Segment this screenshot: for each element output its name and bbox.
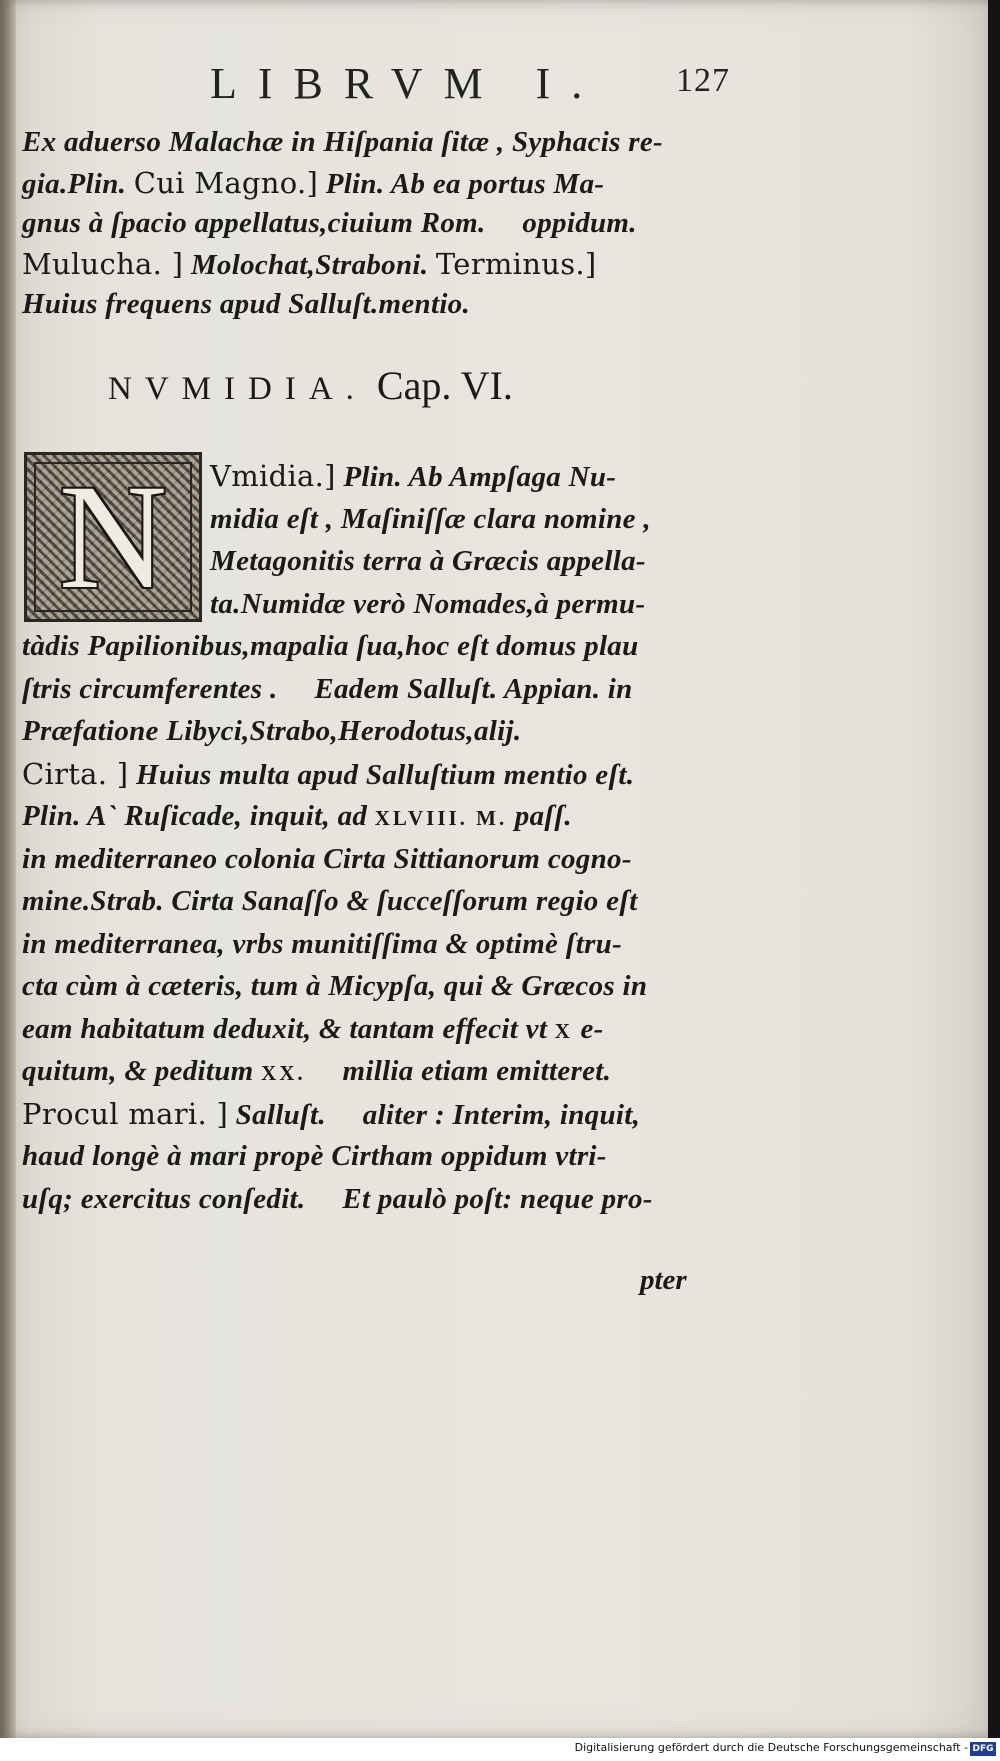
text-line — [22, 626, 742, 666]
decorated-initial-letter: N — [58, 454, 168, 620]
commentary-text: Ex aduerso Malachæ in Hiſpania ſitæ , Syphacis re- — [22, 126, 663, 158]
text-line — [22, 924, 742, 964]
lemma-text: Terminus.] — [435, 246, 597, 281]
running-head — [0, 58, 988, 108]
commentary-text: Præfatione Libyci,Strabo,Herodotus,alij. — [22, 715, 522, 747]
chapter-heading — [108, 362, 728, 409]
commentary-text: tàdis Papilionibus,mapalia ſua,hoc eſt domus plau — [22, 630, 639, 662]
text-line — [22, 966, 742, 1006]
lemma-text: Mulucha. ] — [22, 246, 184, 281]
commentary-text: Plin. Ab ea portus Ma- — [318, 167, 605, 200]
funding-notice: Digitalisierung gefördert durch die Deutsche Forschungsgemeinschaft - — [574, 1741, 968, 1754]
commentary-text: Huius frequens apud Salluſt.mentio. — [22, 288, 471, 320]
text-line — [22, 1136, 742, 1176]
page-number: 127 — [676, 62, 730, 99]
commentary-text: paſſ. — [507, 800, 572, 832]
lemma-text: Vmidia.] — [210, 459, 336, 493]
text-line — [22, 754, 742, 794]
text-line — [22, 839, 742, 879]
text-line — [22, 163, 742, 203]
text-line — [210, 456, 730, 496]
chapter-number: Cap. VI. — [376, 363, 513, 408]
commentary-text: eam habitatum deduxit, & tantam effecit vt — [22, 1012, 555, 1045]
chapter-name: NVMIDIA. — [108, 371, 367, 407]
commentary-text: ſtris circumferentes . Eadem Salluſt. Appian. in — [22, 672, 633, 705]
text-line — [22, 881, 742, 921]
commentary-text: midia eſt , Maſiniſſæ clara nomine , — [210, 502, 651, 535]
text-line — [22, 203, 742, 243]
commentary-text: mine.Strab. Cirta Sanaſſo & ſucceſſorum regio eſt — [22, 885, 638, 917]
text-line — [210, 584, 730, 624]
lemma-text: X — [554, 1018, 573, 1043]
lemma-text: Cirta. ] — [22, 756, 129, 791]
footer-bar — [0, 1738, 1000, 1761]
commentary-text: in mediterranea, vrbs munitiſſima & optimè ſtru- — [22, 927, 623, 960]
commentary-text: in mediterraneo colonia Cirta Sittianorum cogno- — [22, 842, 632, 875]
lemma-text: Procul mari. ] — [22, 1096, 229, 1131]
decorated-initial — [24, 452, 202, 622]
text-line — [22, 1179, 742, 1219]
commentary-text: Salluſt. aliter : Interim, inquit, — [228, 1098, 641, 1131]
commentary-text: cta cùm à cæteris, tum à Micypſa, qui & Græcos in — [22, 970, 648, 1002]
commentary-text: gia.Plin. — [22, 167, 134, 200]
catchword: pter — [640, 1264, 687, 1296]
text-line — [22, 1094, 742, 1134]
commentary-text: Plin. Ab Ampſaga Nu- — [335, 461, 617, 493]
commentary-text: Plin. A` Ruſicade, inquit, ad — [22, 800, 375, 832]
commentary-text: Metagonitis terra à Græcis appella- — [210, 545, 646, 577]
text-line — [22, 711, 742, 751]
commentary-text: e- — [572, 1012, 604, 1045]
text-line — [210, 541, 730, 581]
text-line — [22, 244, 742, 284]
text-line — [22, 669, 742, 709]
commentary-text: uſq; exercitus conſedit. Et paulò poſt: neque pro- — [22, 1182, 653, 1215]
text-line — [22, 122, 742, 162]
text-line — [22, 1051, 742, 1091]
commentary-text: millia etiam emitteret. — [305, 1055, 612, 1087]
text-line — [22, 284, 742, 324]
commentary-text: Molochat,Straboni. — [183, 248, 436, 281]
text-line — [22, 796, 742, 836]
lemma-text: Cui Magno.] — [133, 165, 319, 200]
commentary-text: Huius multa apud Salluſtium mentio eſt. — [128, 758, 635, 791]
dfg-logo: DFG — [970, 1742, 996, 1756]
text-line — [22, 1009, 742, 1049]
lemma-text: XLVIII. M. — [374, 806, 508, 830]
commentary-text: ta.Numidæ verò Nomades,à permu- — [210, 587, 646, 620]
commentary-text: quitum, & peditum — [22, 1055, 262, 1087]
text-line — [210, 499, 730, 539]
commentary-text: haud longè à mari propè Cirtham oppidum vtri- — [22, 1140, 607, 1172]
commentary-text: gnus à ſpacio appellatus,ciuium Rom. oppidum. — [22, 207, 637, 239]
running-title: LIBRVM I. — [210, 59, 604, 108]
lemma-text: XX. — [261, 1061, 306, 1085]
